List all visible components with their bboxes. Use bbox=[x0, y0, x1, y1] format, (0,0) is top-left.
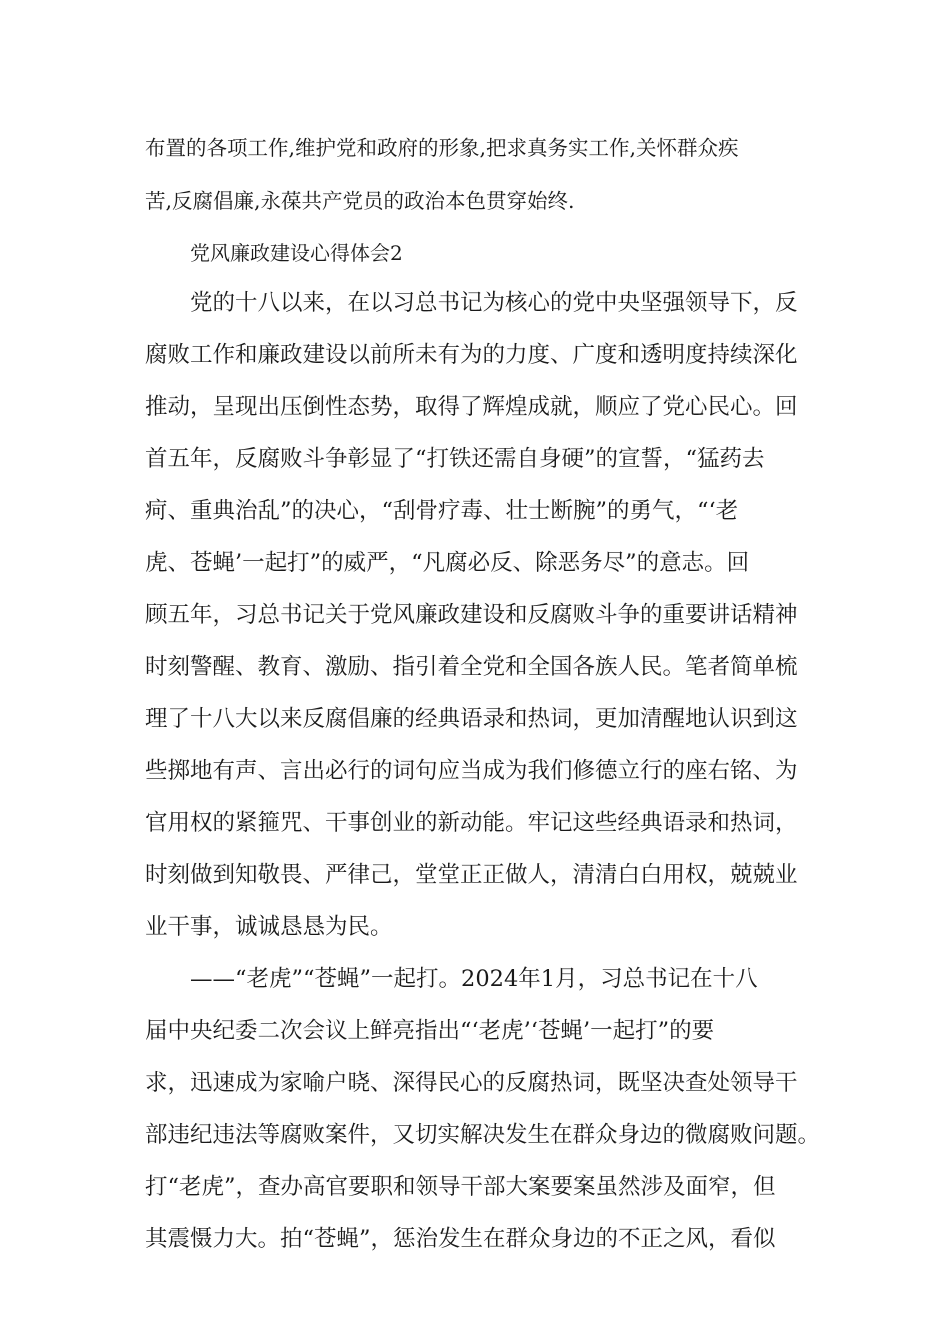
text-line: 首五年，反腐败斗争彰显了“打铁还需自身硬”的宣誓，“猛药去 bbox=[145, 446, 765, 472]
text-line: 部违纪违法等腐败案件，又切实解决发生在群众身边的微腐败问题。 bbox=[145, 1122, 821, 1148]
text-line: 打“老虎”，查办高官要职和领导干部大案要案虽然涉及面窄，但 bbox=[145, 1174, 776, 1200]
text-line: 业干事，诚诚恳恳为民。 bbox=[145, 914, 393, 940]
paragraph-first-line: ——“老虎”“苍蝇”一起打。2024年1月，习总书记在十八 bbox=[190, 966, 758, 992]
text-line: 些掷地有声、言出必行的词句应当成为我们修德立行的座右铭、为 bbox=[145, 758, 798, 784]
text-line: 布置的各项工作,维护党和政府的形象,把求真务实工作,关怀群众疾 bbox=[145, 136, 739, 160]
text-line: 时刻警醒、教育、激励、指引着全党和全国各族人民。笔者简单梳 bbox=[145, 654, 798, 680]
text-line: 顾五年，习总书记关于党风廉政建设和反腐败斗争的重要讲话精神 bbox=[145, 602, 798, 628]
section-heading: 党风廉政建设心得体会2 bbox=[190, 241, 403, 265]
text-line: 时刻做到知敬畏、严律己，堂堂正正做人，清清白白用权，兢兢业 bbox=[145, 862, 798, 888]
text-line: 求，迅速成为家喻户晓、深得民心的反腐热词，既坚决查处领导干 bbox=[145, 1070, 798, 1096]
text-line: 苦,反腐倡廉,永葆共产党员的政治本色贯穿始终. bbox=[145, 189, 575, 213]
text-line: 届中央纪委二次会议上鲜亮指出“‘老虎’‘苍蝇’一起打”的要 bbox=[145, 1018, 715, 1044]
text-line: 理了十八大以来反腐倡廉的经典语录和热词，更加清醒地认识到这 bbox=[145, 706, 798, 732]
text-line: 疴、重典治乱”的决心，“刮骨疗毒、壮士断腕”的勇气，“‘老 bbox=[145, 498, 739, 524]
text-line: 虎、苍蝇’一起打”的威严，“凡腐必反、除恶务尽”的意志。回 bbox=[145, 550, 750, 576]
text-line: 其震慑力大。拍“苍蝇”，惩治发生在群众身边的不正之风，看似 bbox=[145, 1226, 776, 1252]
text-line: 推动，呈现出压倒性态势，取得了辉煌成就，顺应了党心民心。回 bbox=[145, 394, 798, 420]
paragraph-first-line: 党的十八以来，在以习总书记为核心的党中央坚强领导下，反 bbox=[190, 290, 798, 316]
text-line: 腐败工作和廉政建设以前所未有为的力度、广度和透明度持续深化 bbox=[145, 342, 798, 368]
text-line: 官用权的紧箍咒、干事创业的新动能。牢记这些经典语录和热词， bbox=[145, 810, 798, 836]
